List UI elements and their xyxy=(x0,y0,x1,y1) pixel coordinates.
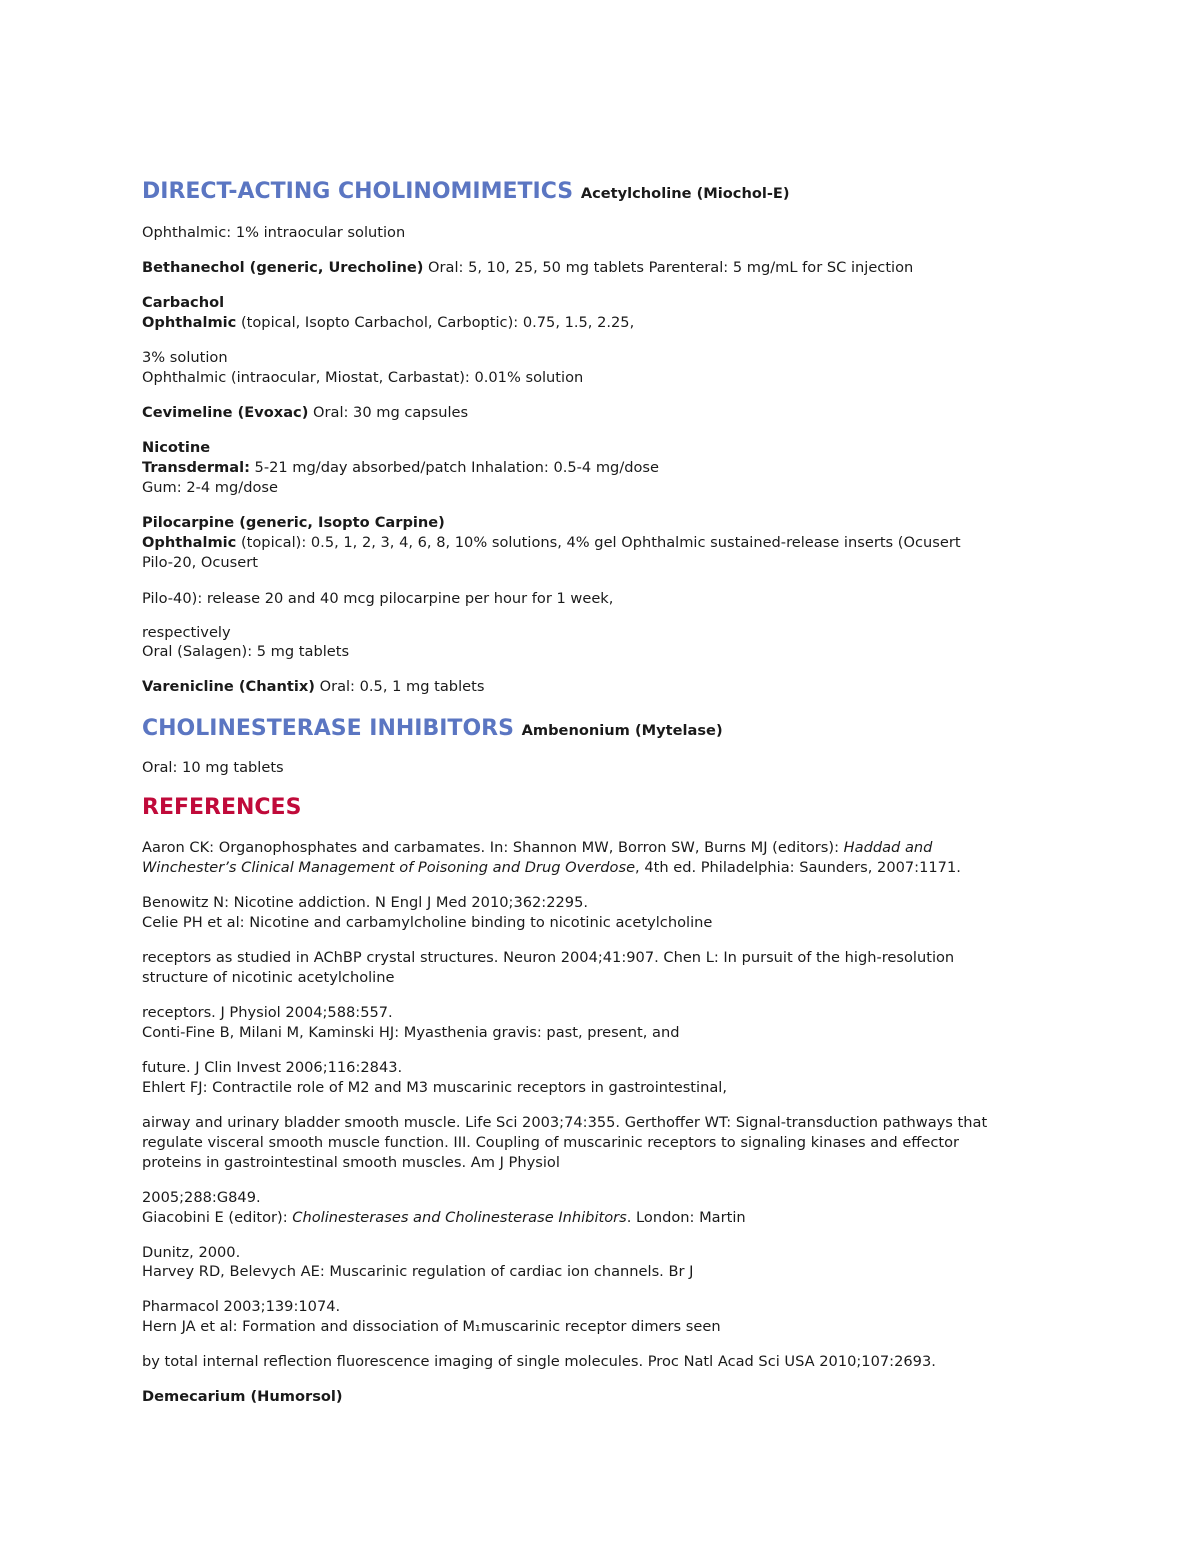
reference-hern-line-2: by total internal reflection fluorescence imaging of single molecules. Proc Natl Acad Sci USA 2010;107:2693. xyxy=(142,1353,936,1370)
carbachol-line-3: Ophthalmic (intraocular, Miostat, Carbastat): 0.01% solution xyxy=(142,369,584,386)
reference-celie-line-1: Celie PH et al: Nicotine and carbamylcholine binding to nicotinic acetylcholine xyxy=(142,914,713,931)
pilocarpine-line-4: respectively xyxy=(142,624,231,641)
carbachol-line-2: 3% solution xyxy=(142,349,228,366)
pilocarpine-line-3: Pilo-40): release 20 and 40 mcg pilocarpine per hour for 1 week, xyxy=(142,590,614,607)
heading-text: CHOLINESTERASE INHIBITORS xyxy=(142,716,514,741)
cevimeline-entry: Cevimeline (Evoxac) Oral: 30 mg capsules xyxy=(142,404,469,421)
reference-chen-line-2: receptors. J Physiol 2004;588:557. xyxy=(142,1004,393,1021)
reference-contifine-line-1: Conti-Fine B, Milani M, Kaminski HJ: Myasthenia gravis: past, present, and xyxy=(142,1024,680,1041)
reference-contifine-line-2: future. J Clin Invest 2006;116:2843. xyxy=(142,1059,403,1076)
reference-aaron-line-2: Winchester’s Clinical Management of Poisoning and Drug Overdose, 4th ed. Philadelphia: Saunders, 2007:1171. xyxy=(142,859,961,876)
reference-ehlert-line-2: airway and urinary bladder smooth muscle. Life Sci 2003;74:355. Gerthoffer WT: Signal-transduction pathways that xyxy=(142,1114,988,1131)
reference-giacobini-line-2: Dunitz, 2000. xyxy=(142,1244,241,1261)
reference-aaron-line-1: Aaron CK: Organophosphates and carbamates. In: Shannon MW, Borron SW, Burns MJ (editors): Haddad and xyxy=(142,839,933,856)
reference-hern-line-1: Hern JA et al: Formation and dissociation of M₁muscarinic receptor dimers seen xyxy=(142,1318,721,1335)
reference-harvey-line-2: Pharmacol 2003;139:1074. xyxy=(142,1298,341,1315)
reference-chen-line-1: structure of nicotinic acetylcholine xyxy=(142,969,395,986)
acetylcholine-dosage: Ophthalmic: 1% intraocular solution xyxy=(142,224,406,241)
ambenonium-dosage: Oral: 10 mg tablets xyxy=(142,759,284,776)
drug-name-pilocarpine: Pilocarpine (generic, Isopto Carpine) xyxy=(142,514,445,531)
ophthalmic-label: Ophthalmic xyxy=(142,314,237,331)
ophthalmic-label: Ophthalmic xyxy=(142,534,237,551)
carbachol-line-1: Ophthalmic (topical, Isopto Carbachol, Carboptic): 0.75, 1.5, 2.25, xyxy=(142,314,635,331)
bethanechol-entry xyxy=(142,258,913,278)
reference-celie-line-2: receptors as studied in AChBP crystal structures. Neuron 2004;41:907. Chen L: In pursuit of the high-resolution xyxy=(142,949,955,966)
reference-benowitz: Benowitz N: Nicotine addiction. N Engl J Med 2010;362:2295. xyxy=(142,894,589,911)
drug-name-varenicline: Varenicline (Chantix) xyxy=(142,678,315,695)
reference-gerthoffer-line-1: regulate visceral smooth muscle function. III. Coupling of muscarinic receptors to signaling kinases and effector xyxy=(142,1134,960,1151)
reference-gerthoffer-line-2: proteins in gastrointestinal smooth muscles. Am J Physiol xyxy=(142,1154,560,1171)
pilocarpine-line-2: Pilo-20, Ocusert xyxy=(142,554,258,571)
drug-name-bethanechol: Bethanechol (generic, Urecholine) xyxy=(142,259,424,276)
varenicline-entry: Varenicline (Chantix) Oral: 0.5, 1 mg tablets xyxy=(142,678,485,695)
reference-ehlert-line-1: Ehlert FJ: Contractile role of M2 and M3 muscarinic receptors in gastrointestinal, xyxy=(142,1079,727,1096)
pilocarpine-line-5: Oral (Salagen): 5 mg tablets xyxy=(142,643,350,660)
drug-name-demecarium: Demecarium (Humorsol) xyxy=(142,1388,343,1405)
drug-name-ambenonium: Ambenonium (Mytelase) xyxy=(521,722,723,739)
drug-name-carbachol: Carbachol xyxy=(142,294,225,311)
transdermal-label: Transdermal: xyxy=(142,459,250,476)
drug-name-nicotine: Nicotine xyxy=(142,439,211,456)
section-heading-direct-acting xyxy=(142,178,790,208)
nicotine-line-2: Gum: 2-4 mg/dose xyxy=(142,479,278,496)
section-heading-cholinesterase xyxy=(142,715,723,745)
heading-text: DIRECT-ACTING CHOLINOMIMETICS xyxy=(142,179,574,204)
drug-name-acetylcholine: Acetylcholine (Miochol-E) xyxy=(580,185,790,202)
reference-harvey-line-1: Harvey RD, Belevych AE: Muscarinic regulation of cardiac ion channels. Br J xyxy=(142,1263,694,1280)
reference-gerthoffer-line-3: 2005;288:G849. xyxy=(142,1189,261,1206)
bethanechol-dosage: Oral: 5, 10, 25, 50 mg tablets Parenteral: 5 mg/mL for SC injection xyxy=(423,259,914,276)
section-heading-references: REFERENCES xyxy=(142,795,302,820)
nicotine-line-1: Transdermal: 5-21 mg/day absorbed/patch Inhalation: 0.5-4 mg/dose xyxy=(142,459,660,476)
reference-giacobini-line-1: Giacobini E (editor): Cholinesterases and Cholinesterase Inhibitors. London: Martin xyxy=(142,1209,746,1226)
pilocarpine-line-1: Ophthalmic (topical): 0.5, 1, 2, 3, 4, 6, 8, 10% solutions, 4% gel Ophthalmic sustained-release inserts (Ocusert xyxy=(142,534,961,551)
drug-name-cevimeline: Cevimeline (Evoxac) xyxy=(142,404,309,421)
